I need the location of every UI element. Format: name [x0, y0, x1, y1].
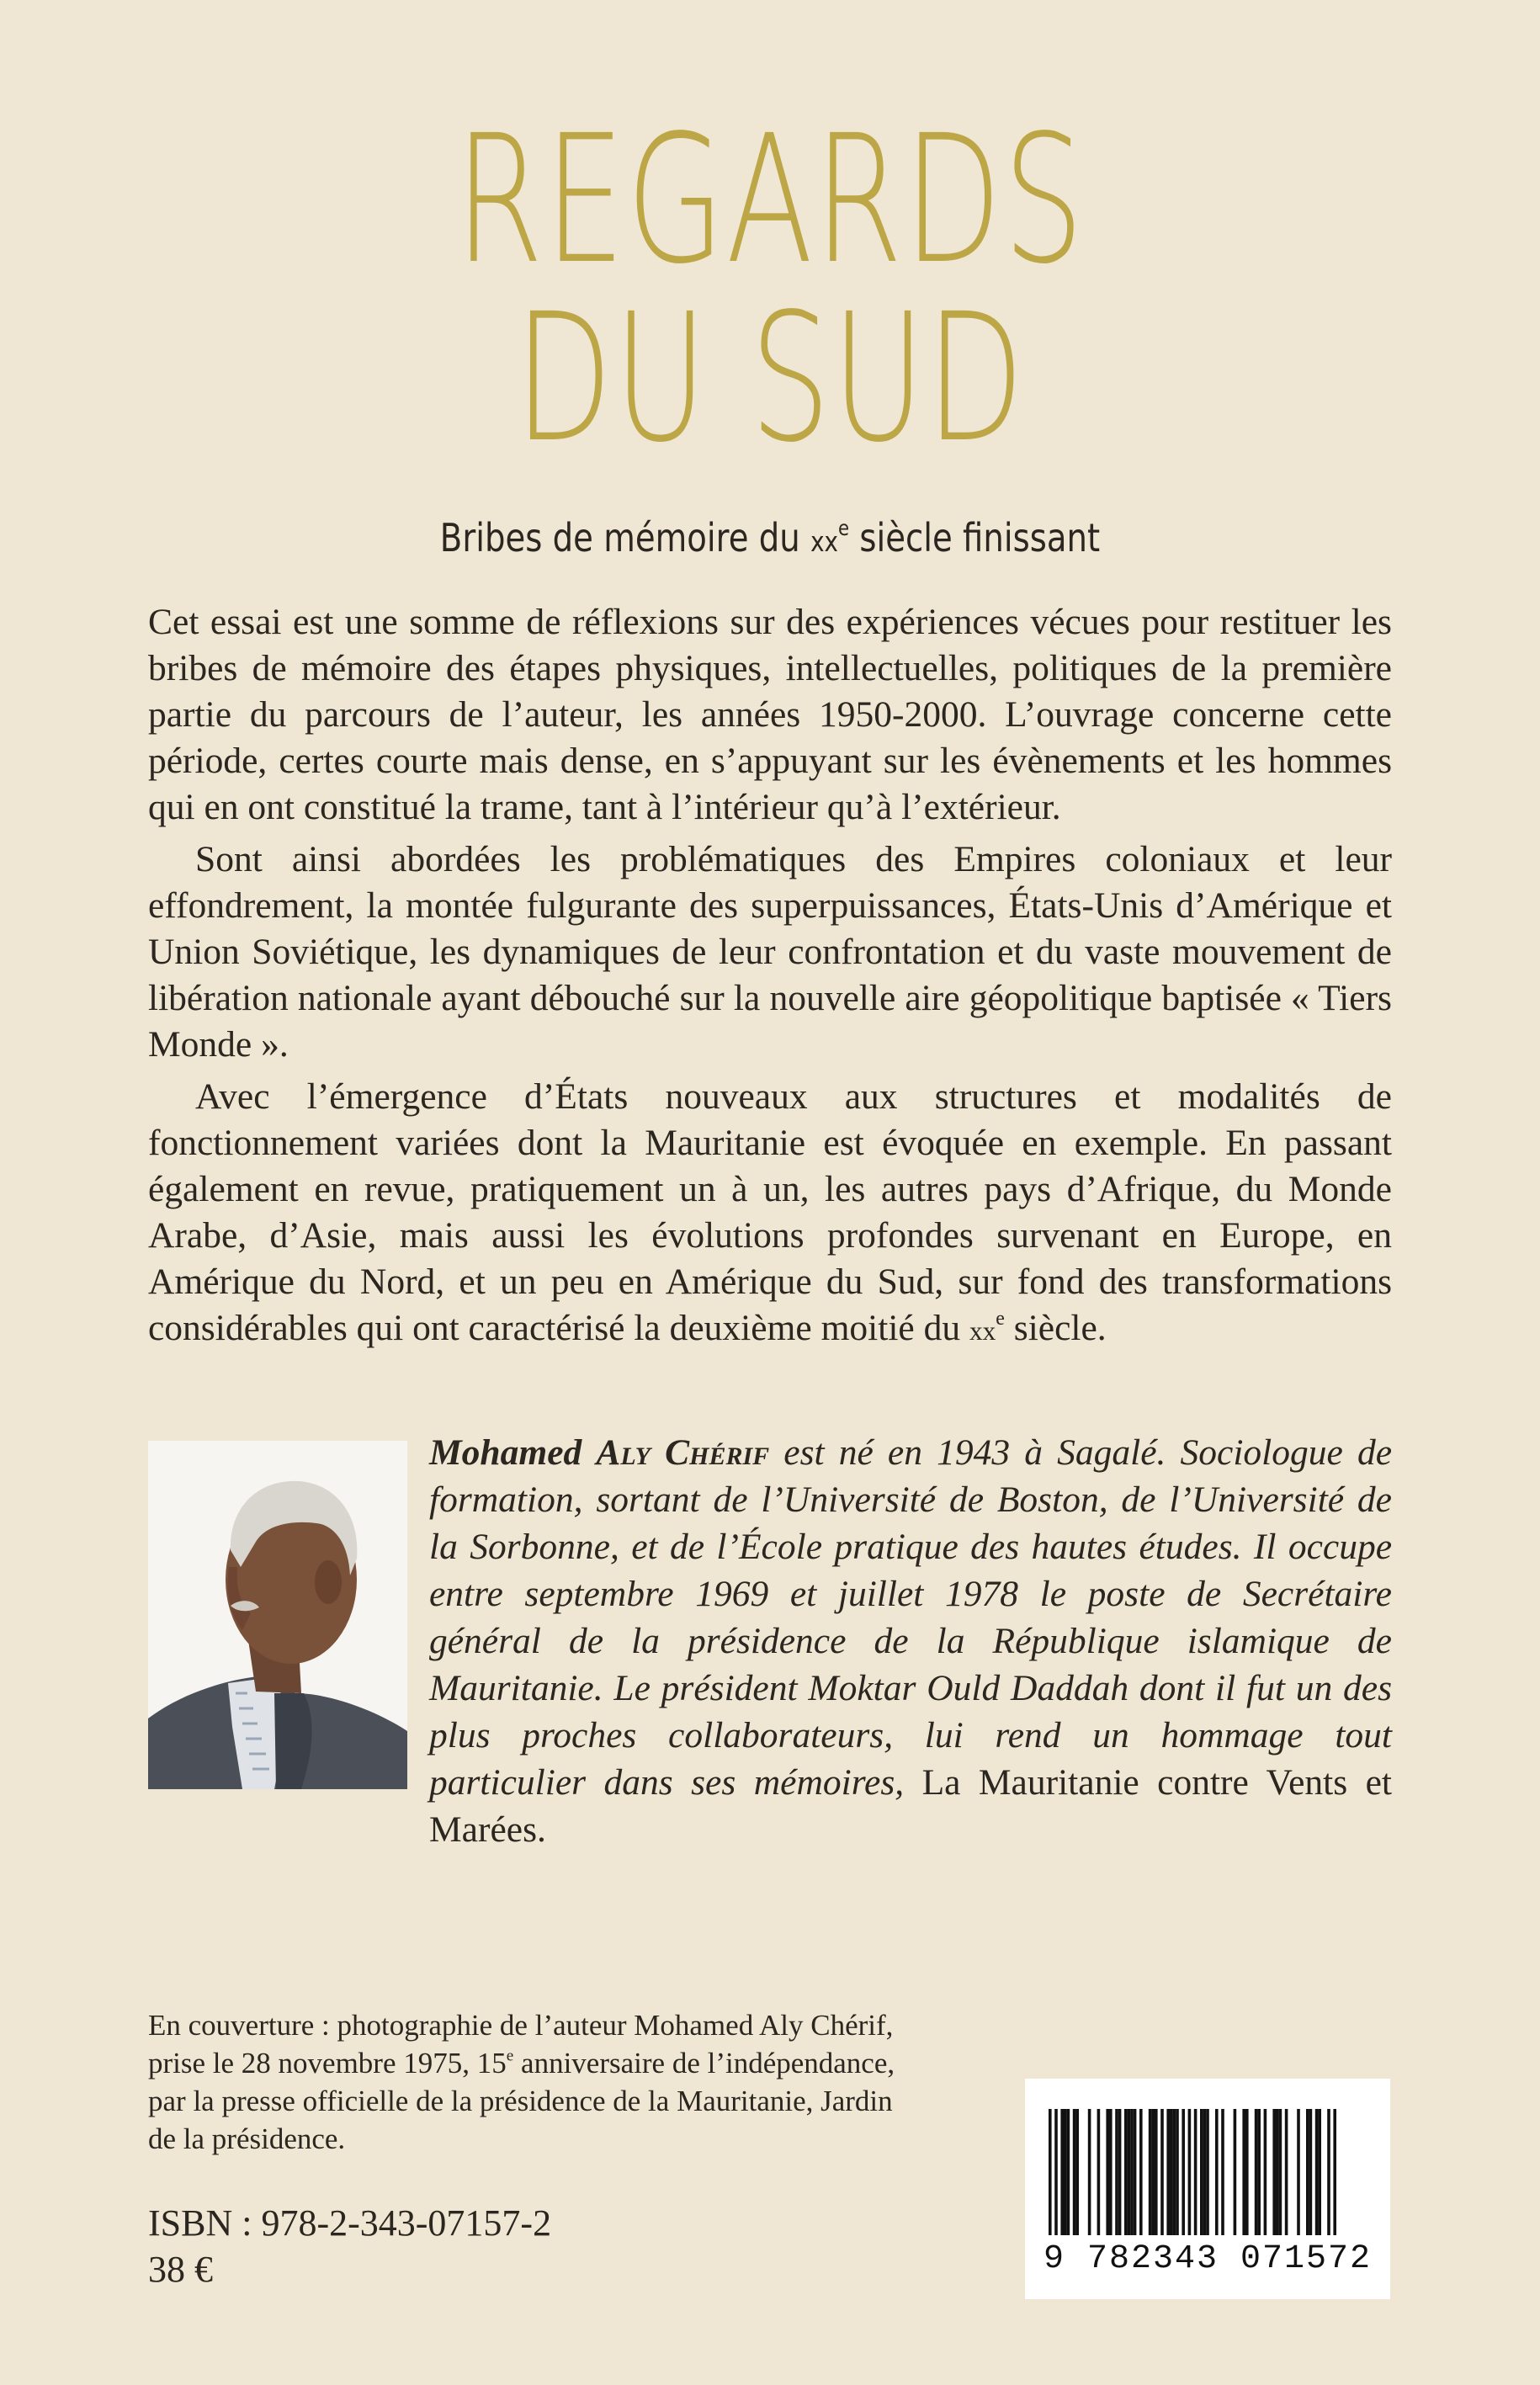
blurb-century-sup: e [996, 1308, 1005, 1331]
barcode-bars [1049, 2109, 1367, 2244]
blurb-century: xx [969, 1316, 996, 1346]
barcode-bar [1272, 2109, 1276, 2235]
barcode-bar [1170, 2109, 1173, 2235]
subtitle-century-sup: e [837, 516, 850, 541]
barcode-bar [1075, 2109, 1079, 2235]
barcode-bar [1166, 2109, 1170, 2235]
barcode-bar [1242, 2109, 1245, 2235]
photo-credit-text [148, 2006, 905, 2158]
isbn: ISBN : 978-2-343-07157-2 [148, 2202, 552, 2244]
author-bio-paragraph [429, 1429, 1392, 1853]
barcode-bar [1257, 2109, 1261, 2235]
blurb-paragraph-3-text: Avec l’émergence d’États nouveaux aux structures et modalités de fonctionnement variées dont la Mauritanie est évoquée en exemple. En passant également en revue, pratiquement un à un, les autres pays d’Afrique, du Monde Arabe, d’Asie, mais aussi les évolutions profondes survenant en Europe, en Amérique du Nord, et un peu en Amérique du Sud, sur fond des transformations considérables qui ont caractérisé la deuxième moitié du [148, 1076, 1392, 1348]
blurb-paragraph-3 [148, 1074, 1392, 1354]
price: 38 € [148, 2249, 213, 2290]
book-title-line-2: DU SUD [514, 275, 1026, 481]
barcode-bar [1255, 2109, 1258, 2235]
barcode-bar [1155, 2109, 1158, 2235]
book-title-line-1: REGARDS [454, 97, 1086, 303]
author-photo [148, 1441, 407, 1789]
barcode-bar [1285, 2109, 1288, 2235]
barcode-bar [1264, 2109, 1267, 2235]
blurb [148, 599, 1392, 1354]
barcode-bar [1327, 2109, 1330, 2235]
barcode-bar [1221, 2109, 1224, 2235]
barcode-bar [1067, 2109, 1070, 2235]
barcode-bar [1134, 2109, 1137, 2235]
author-bio [429, 1429, 1392, 1853]
barcode-bar [1160, 2109, 1164, 2235]
barcode-bar [1182, 2109, 1185, 2235]
barcode-bar [1176, 2109, 1179, 2235]
barcode-digits: 9 782343 071572 [1043, 2240, 1373, 2278]
barcode-bar [1173, 2109, 1176, 2235]
barcode-bar [1073, 2109, 1076, 2235]
barcode-bar [1054, 2109, 1058, 2235]
author-last-name: Aly Chérif [596, 1432, 770, 1473]
photo-credit-text-2: anniversaire de l’indépendance, par la presse officielle de la présidence de la Mauritanie, Jardin de la présidence. [148, 2047, 895, 2155]
barcode-bar [1115, 2109, 1118, 2235]
barcode-bar [1245, 2109, 1249, 2235]
barcode-bar [1060, 2109, 1064, 2235]
barcode-bar [1109, 2109, 1113, 2235]
photo-credit-text-1: En couverture : photographie de l’auteur Mohamed Aly Chérif, prise le 28 novembre 1975, 15 [148, 2009, 894, 2080]
barcode-bar [1128, 2109, 1131, 2235]
photo-credit [148, 2006, 905, 2158]
barcode-bar [1234, 2109, 1237, 2235]
barcode-bar [1149, 2109, 1152, 2235]
barcode-bar [1088, 2109, 1091, 2235]
barcode-bar [1188, 2109, 1192, 2235]
barcode [1025, 2079, 1390, 2299]
barcode-bar [1124, 2109, 1128, 2235]
barcode-bar [1318, 2109, 1321, 2235]
author-book-title: La Mauritanie contre Vents et Marées. [429, 1762, 1392, 1850]
barcode-bar [1106, 2109, 1109, 2235]
barcode-bar [1118, 2109, 1122, 2235]
author-first-name: Mohamed [429, 1432, 582, 1473]
barcode-bar [1309, 2109, 1313, 2235]
barcode-bar [1194, 2109, 1197, 2235]
photo-credit-sup: e [506, 2047, 514, 2065]
barcode-bar [1200, 2109, 1203, 2235]
barcode-bar [1139, 2109, 1143, 2235]
barcode-bar [1049, 2109, 1052, 2235]
barcode-bar [1206, 2109, 1209, 2235]
subtitle-text: Bribes de mémoire du [439, 515, 811, 560]
barcode-bar [1315, 2109, 1319, 2235]
barcode-bar [1306, 2109, 1309, 2235]
blurb-paragraph-3-end: siècle. [1004, 1308, 1107, 1348]
subtitle-text-end: siècle finissant [849, 515, 1101, 560]
book-subtitle [123, 515, 1416, 560]
barcode-bar [1279, 2109, 1282, 2235]
subtitle-century: xx [810, 525, 838, 558]
author-portrait-illustration [148, 1441, 407, 1789]
blurb-paragraph-1: Cet essai est une somme de réflexions sur des expériences vécues pour restituer les bribes de mémoire des étapes physiques, intellectuelles, politiques de la première partie du parcours de l’auteur, les années 1950-2000. L’ouvrage concerne cette période, certes courte mais dense, en s’appuyant sur les évènements et les hommes qui en ont constitué la trame, tant à l’intérieur qu’à l’extérieur. [148, 602, 1392, 827]
barcode-bar [1151, 2109, 1155, 2235]
blurb-paragraph-2: Sont ainsi abordées les problématiques des Empires coloniaux et leur effondrement, la montée fulgurante des superpuissances, États-Unis d’Amérique et Union Soviétique, les dynamiques de leur confrontation et du vaste mouvement de libération nationale ayant débouché sur la nouvelle aire géopolitique baptisée « Tiers Monde ». [148, 839, 1392, 1065]
barcode-bar [1297, 2109, 1300, 2235]
author-bio-text: est né en 1943 à Sagalé. Sociologue de formation, sortant de l’Université de Boston, de l’Université de la Sorbonne, et de l’École pratique des hautes études. Il occupe entre septembre 1969 et juillet 1978 le poste de Secrétaire général de la présidence de la République islamique de Mauritanie. Le président Moktar Ould Daddah dont il fut un des plus proches collaborateurs, lui rend un hommage tout particulier dans ses mémoires, [429, 1432, 1393, 1803]
barcode-bar [1333, 2109, 1336, 2235]
barcode-bar [1130, 2109, 1134, 2235]
barcode-bar [1064, 2109, 1067, 2235]
barcode-bar [1215, 2109, 1219, 2235]
barcode-bar [1276, 2109, 1279, 2235]
barcode-bar [1203, 2109, 1207, 2235]
barcode-bar [1097, 2109, 1101, 2235]
